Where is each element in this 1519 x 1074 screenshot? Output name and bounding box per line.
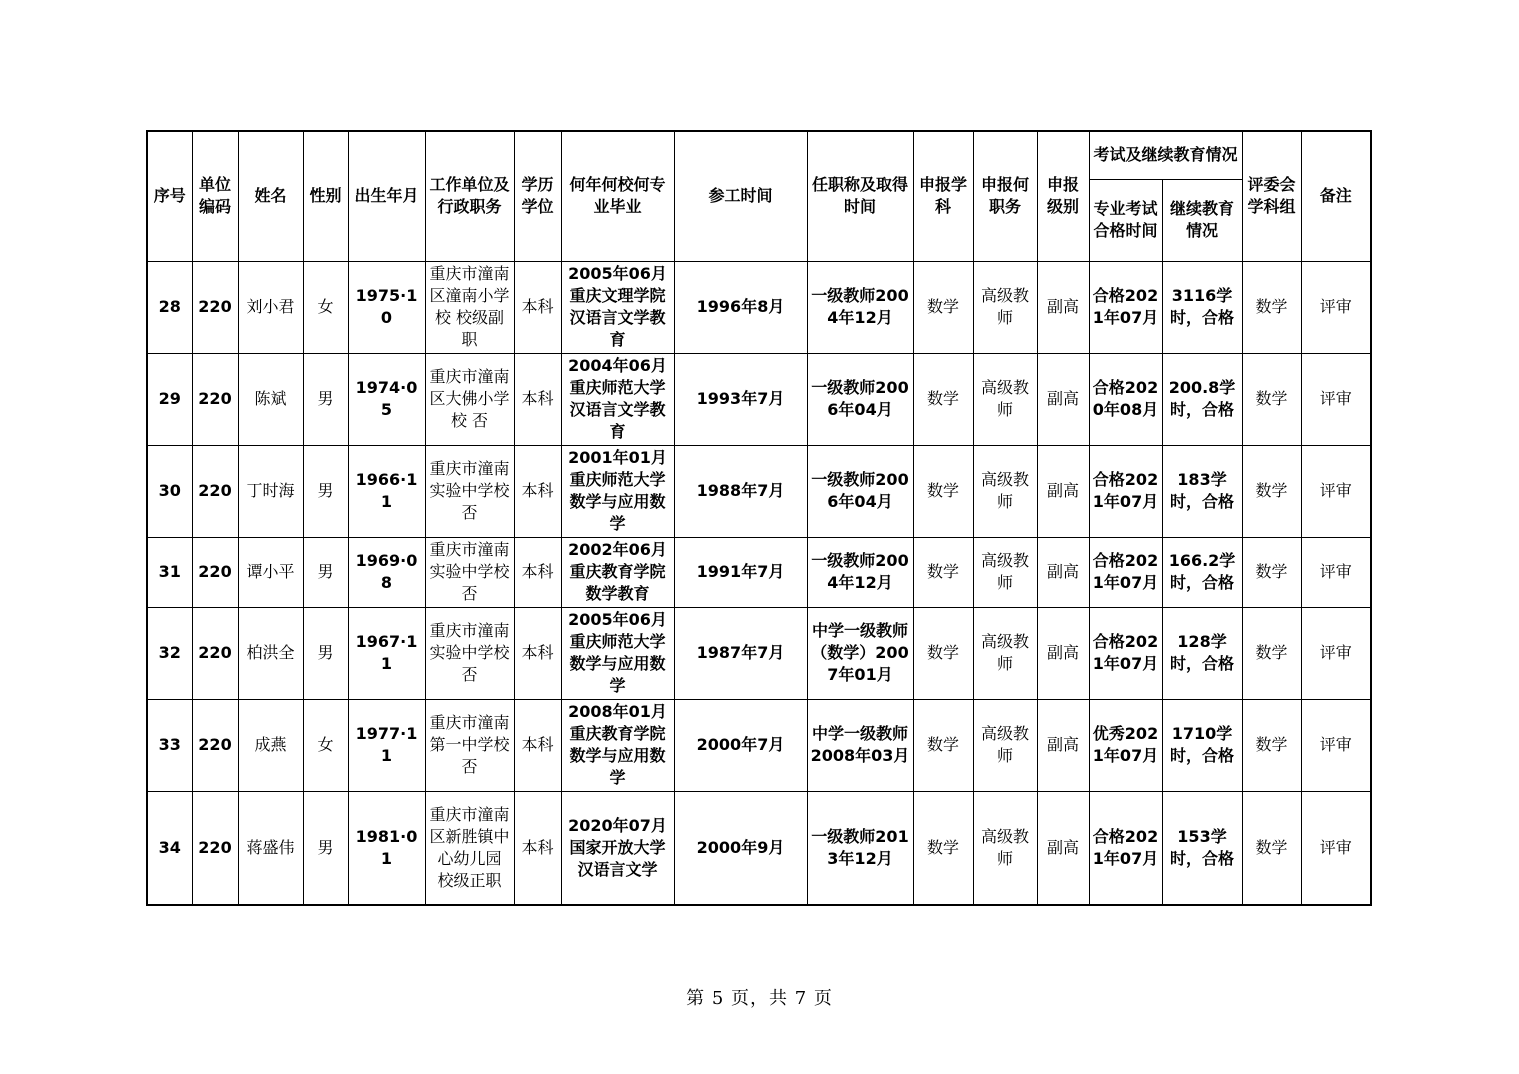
- cell-birth: 1966·11: [348, 445, 425, 537]
- cell-unit-code: 220: [192, 607, 238, 699]
- cell-subject: 数学: [913, 791, 973, 905]
- cell-graduation: 2005年06月重庆文理学院汉语言文学教育: [561, 261, 674, 353]
- cell-committee-group: 数学: [1242, 791, 1301, 905]
- cell-seq: 31: [147, 537, 192, 607]
- table-row: [147, 699, 1371, 791]
- cell-apply-position: 高级教师: [973, 537, 1037, 607]
- cell-remark: 评审: [1301, 537, 1371, 607]
- cell-birth: 1977·11: [348, 699, 425, 791]
- cell-exam-pass: 合格2021年07月: [1089, 537, 1162, 607]
- cell-continuing-edu: 183学时，合格: [1162, 445, 1242, 537]
- header-unit-code: 单位编码: [192, 131, 238, 261]
- cell-work-start: 1996年8月: [674, 261, 807, 353]
- table-body: [147, 261, 1371, 905]
- cell-remark: 评审: [1301, 791, 1371, 905]
- header-work-unit: 工作单位及行政职务: [425, 131, 514, 261]
- cell-unit-code: 220: [192, 537, 238, 607]
- cell-unit-code: 220: [192, 699, 238, 791]
- cell-exam-pass: 优秀2021年07月: [1089, 699, 1162, 791]
- cell-work-start: 1988年7月: [674, 445, 807, 537]
- cell-gender: 男: [303, 537, 348, 607]
- cell-apply-level: 副高: [1037, 607, 1089, 699]
- cell-work-unit: 重庆市潼南区潼南小学校 校级副职: [425, 261, 514, 353]
- cell-seq: 29: [147, 353, 192, 445]
- header-name: 姓名: [238, 131, 303, 261]
- header-exam-group: 考试及继续教育情况: [1089, 131, 1242, 179]
- cell-gender: 女: [303, 261, 348, 353]
- header-work-start: 参工时间: [674, 131, 807, 261]
- cell-name: 柏洪全: [238, 607, 303, 699]
- cell-name: 陈斌: [238, 353, 303, 445]
- table-row: [147, 445, 1371, 537]
- table-header: [147, 131, 1371, 261]
- cell-continuing-edu: 153学时，合格: [1162, 791, 1242, 905]
- cell-subject: 数学: [913, 445, 973, 537]
- cell-remark: 评审: [1301, 261, 1371, 353]
- cell-continuing-edu: 128学时，合格: [1162, 607, 1242, 699]
- teacher-application-table: [146, 130, 1372, 906]
- header-seq: 序号: [147, 131, 192, 261]
- cell-birth: 1969·08: [348, 537, 425, 607]
- cell-seq: 33: [147, 699, 192, 791]
- cell-title: 一级教师2013年12月: [807, 791, 913, 905]
- header-gender: 性别: [303, 131, 348, 261]
- cell-exam-pass: 合格2021年07月: [1089, 261, 1162, 353]
- cell-title: 一级教师2006年04月: [807, 353, 913, 445]
- cell-birth: 1967·11: [348, 607, 425, 699]
- cell-work-unit: 重庆市潼南实验中学校 否: [425, 607, 514, 699]
- cell-subject: 数学: [913, 537, 973, 607]
- cell-remark: 评审: [1301, 353, 1371, 445]
- cell-remark: 评审: [1301, 607, 1371, 699]
- cell-education: 本科: [514, 699, 561, 791]
- table-row: [147, 607, 1371, 699]
- cell-seq: 28: [147, 261, 192, 353]
- cell-work-unit: 重庆市潼南区大佛小学校 否: [425, 353, 514, 445]
- cell-title: 一级教师2004年12月: [807, 537, 913, 607]
- cell-name: 蒋盛伟: [238, 791, 303, 905]
- cell-unit-code: 220: [192, 261, 238, 353]
- cell-unit-code: 220: [192, 791, 238, 905]
- cell-apply-position: 高级教师: [973, 791, 1037, 905]
- cell-education: 本科: [514, 791, 561, 905]
- header-apply-level: 申报级别: [1037, 131, 1089, 261]
- cell-birth: 1981·01: [348, 791, 425, 905]
- cell-committee-group: 数学: [1242, 353, 1301, 445]
- table-row: [147, 537, 1371, 607]
- cell-remark: 评审: [1301, 445, 1371, 537]
- cell-exam-pass: 合格2021年07月: [1089, 791, 1162, 905]
- cell-subject: 数学: [913, 261, 973, 353]
- table-row: [147, 791, 1371, 905]
- cell-graduation: 2001年01月重庆师范大学数学与应用数学: [561, 445, 674, 537]
- cell-education: 本科: [514, 261, 561, 353]
- cell-graduation: 2020年07月国家开放大学汉语言文学: [561, 791, 674, 905]
- cell-work-start: 2000年9月: [674, 791, 807, 905]
- header-committee-group: 评委会学科组: [1242, 131, 1301, 261]
- cell-continuing-edu: 166.2学时，合格: [1162, 537, 1242, 607]
- cell-exam-pass: 合格2020年08月: [1089, 353, 1162, 445]
- cell-name: 丁时海: [238, 445, 303, 537]
- cell-graduation: 2005年06月重庆师范大学 数学与应用数学: [561, 607, 674, 699]
- cell-apply-position: 高级教师: [973, 699, 1037, 791]
- cell-subject: 数学: [913, 353, 973, 445]
- cell-apply-level: 副高: [1037, 791, 1089, 905]
- table-row: [147, 353, 1371, 445]
- cell-name: 刘小君: [238, 261, 303, 353]
- cell-committee-group: 数学: [1242, 261, 1301, 353]
- header-remark: 备注: [1301, 131, 1371, 261]
- cell-seq: 30: [147, 445, 192, 537]
- header-apply-position: 申报何职务: [973, 131, 1037, 261]
- cell-education: 本科: [514, 353, 561, 445]
- cell-gender: 女: [303, 699, 348, 791]
- cell-gender: 男: [303, 353, 348, 445]
- cell-graduation: 2004年06月重庆师范大学汉语言文学教育: [561, 353, 674, 445]
- cell-name: 谭小平: [238, 537, 303, 607]
- cell-education: 本科: [514, 445, 561, 537]
- cell-unit-code: 220: [192, 445, 238, 537]
- cell-seq: 32: [147, 607, 192, 699]
- table-row: [147, 261, 1371, 353]
- cell-birth: 1975·10: [348, 261, 425, 353]
- cell-work-start: 1987年7月: [674, 607, 807, 699]
- cell-title: 一级教师2004年12月: [807, 261, 913, 353]
- cell-continuing-edu: 200.8学时，合格: [1162, 353, 1242, 445]
- cell-apply-level: 副高: [1037, 537, 1089, 607]
- cell-continuing-edu: 3116学时，合格: [1162, 261, 1242, 353]
- header-exam-pass: 专业考试合格时间: [1089, 179, 1162, 261]
- cell-education: 本科: [514, 607, 561, 699]
- cell-subject: 数学: [913, 607, 973, 699]
- cell-gender: 男: [303, 791, 348, 905]
- cell-exam-pass: 合格2021年07月: [1089, 445, 1162, 537]
- cell-work-start: 1991年7月: [674, 537, 807, 607]
- cell-work-unit: 重庆市潼南第一中学校 否: [425, 699, 514, 791]
- cell-gender: 男: [303, 445, 348, 537]
- cell-gender: 男: [303, 607, 348, 699]
- cell-apply-level: 副高: [1037, 445, 1089, 537]
- cell-apply-position: 高级教师: [973, 607, 1037, 699]
- cell-apply-position: 高级教师: [973, 445, 1037, 537]
- cell-committee-group: 数学: [1242, 699, 1301, 791]
- header-education: 学历学位: [514, 131, 561, 261]
- cell-committee-group: 数学: [1242, 537, 1301, 607]
- cell-graduation: 2002年06月重庆教育学院数学教育: [561, 537, 674, 607]
- header-birth: 出生年月: [348, 131, 425, 261]
- cell-work-start: 2000年7月: [674, 699, 807, 791]
- cell-graduation: 2008年01月重庆教育学院数学与应用数学: [561, 699, 674, 791]
- cell-title: 一级教师2006年04月: [807, 445, 913, 537]
- cell-seq: 34: [147, 791, 192, 905]
- cell-title: 中学一级教师（数学）2007年01月: [807, 607, 913, 699]
- cell-apply-level: 副高: [1037, 699, 1089, 791]
- cell-work-unit: 重庆市潼南实验中学校 否: [425, 445, 514, 537]
- cell-title: 中学一级教师2008年03月: [807, 699, 913, 791]
- cell-apply-level: 副高: [1037, 261, 1089, 353]
- cell-unit-code: 220: [192, 353, 238, 445]
- cell-name: 成燕: [238, 699, 303, 791]
- header-subject: 申报学科: [913, 131, 973, 261]
- header-continuing-edu: 继续教育情况: [1162, 179, 1242, 261]
- cell-apply-position: 高级教师: [973, 353, 1037, 445]
- cell-remark: 评审: [1301, 699, 1371, 791]
- cell-committee-group: 数学: [1242, 445, 1301, 537]
- page-number-footer: 第 5 页，共 7 页: [686, 988, 833, 1009]
- cell-continuing-edu: 1710学时，合格: [1162, 699, 1242, 791]
- cell-birth: 1974·05: [348, 353, 425, 445]
- cell-committee-group: 数学: [1242, 607, 1301, 699]
- cell-apply-level: 副高: [1037, 353, 1089, 445]
- cell-education: 本科: [514, 537, 561, 607]
- cell-work-unit: 重庆市潼南实验中学校 否: [425, 537, 514, 607]
- cell-subject: 数学: [913, 699, 973, 791]
- header-graduation: 何年何校何专业毕业: [561, 131, 674, 261]
- cell-work-unit: 重庆市潼南区新胜镇中心幼儿园 校级正职: [425, 791, 514, 905]
- cell-apply-position: 高级教师: [973, 261, 1037, 353]
- cell-exam-pass: 合格2021年07月: [1089, 607, 1162, 699]
- header-title: 任职称及取得时间: [807, 131, 913, 261]
- cell-work-start: 1993年7月: [674, 353, 807, 445]
